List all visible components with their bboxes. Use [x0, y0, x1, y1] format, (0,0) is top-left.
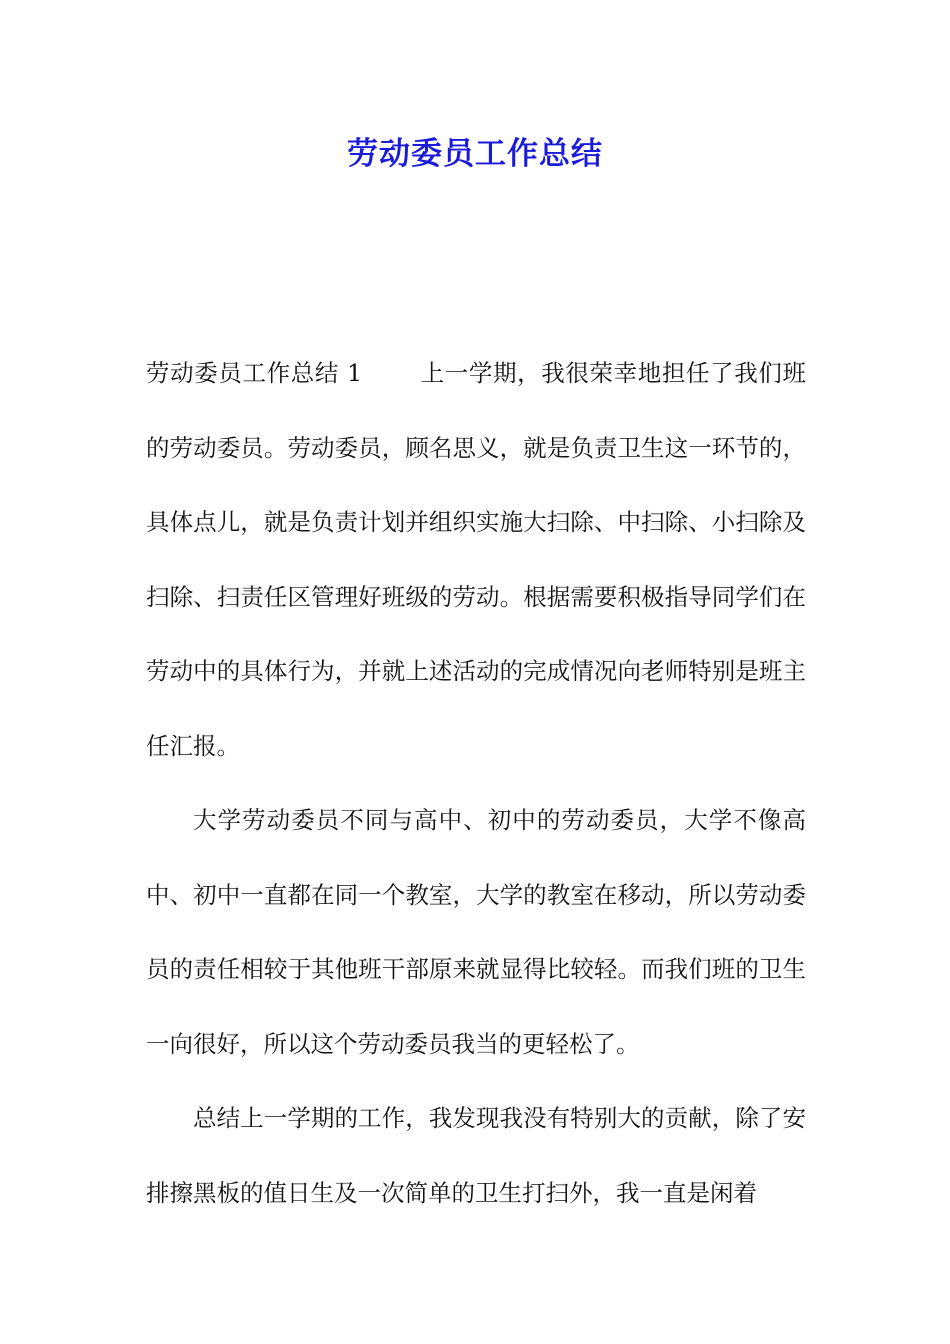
- paragraph-3: 总结上一学期的工作，我发现我没有特别大的贡献，除了安排擦黑板的值日生及一次简单的卫生打扫外，我一直是闲着: [146, 1104, 806, 1207]
- document-body: [146, 336, 806, 1230]
- section-heading: 劳动委员工作总结 1: [146, 359, 363, 387]
- paragraph-1-text: 上一学期，我很荣幸地担任了我们班的劳动委员。劳动委员，顾名思义，就是负责卫生这一环节的，具体点儿，就是负责计划并组织实施大扫除、中扫除、小扫除及扫除、扫责任区管理好班级的劳动。根据需要积极指导同学们在劳动中的具体行为，并就上述活动的完成情况向老师特别是班主任汇报。: [146, 359, 807, 760]
- paragraph-1: [146, 336, 806, 783]
- document-title: 劳动委员工作总结: [347, 136, 603, 172]
- paragraph-2: 大学劳动委员不同与高中、初中的劳动委员，大学不像高中、初中一直都在同一个教室，大学的教室在移动，所以劳动委员的责任相较于其他班干部原来就显得比较轻。而我们班的卫生一向很好，所以这个劳动委员我当的更轻松了。: [146, 806, 806, 1058]
